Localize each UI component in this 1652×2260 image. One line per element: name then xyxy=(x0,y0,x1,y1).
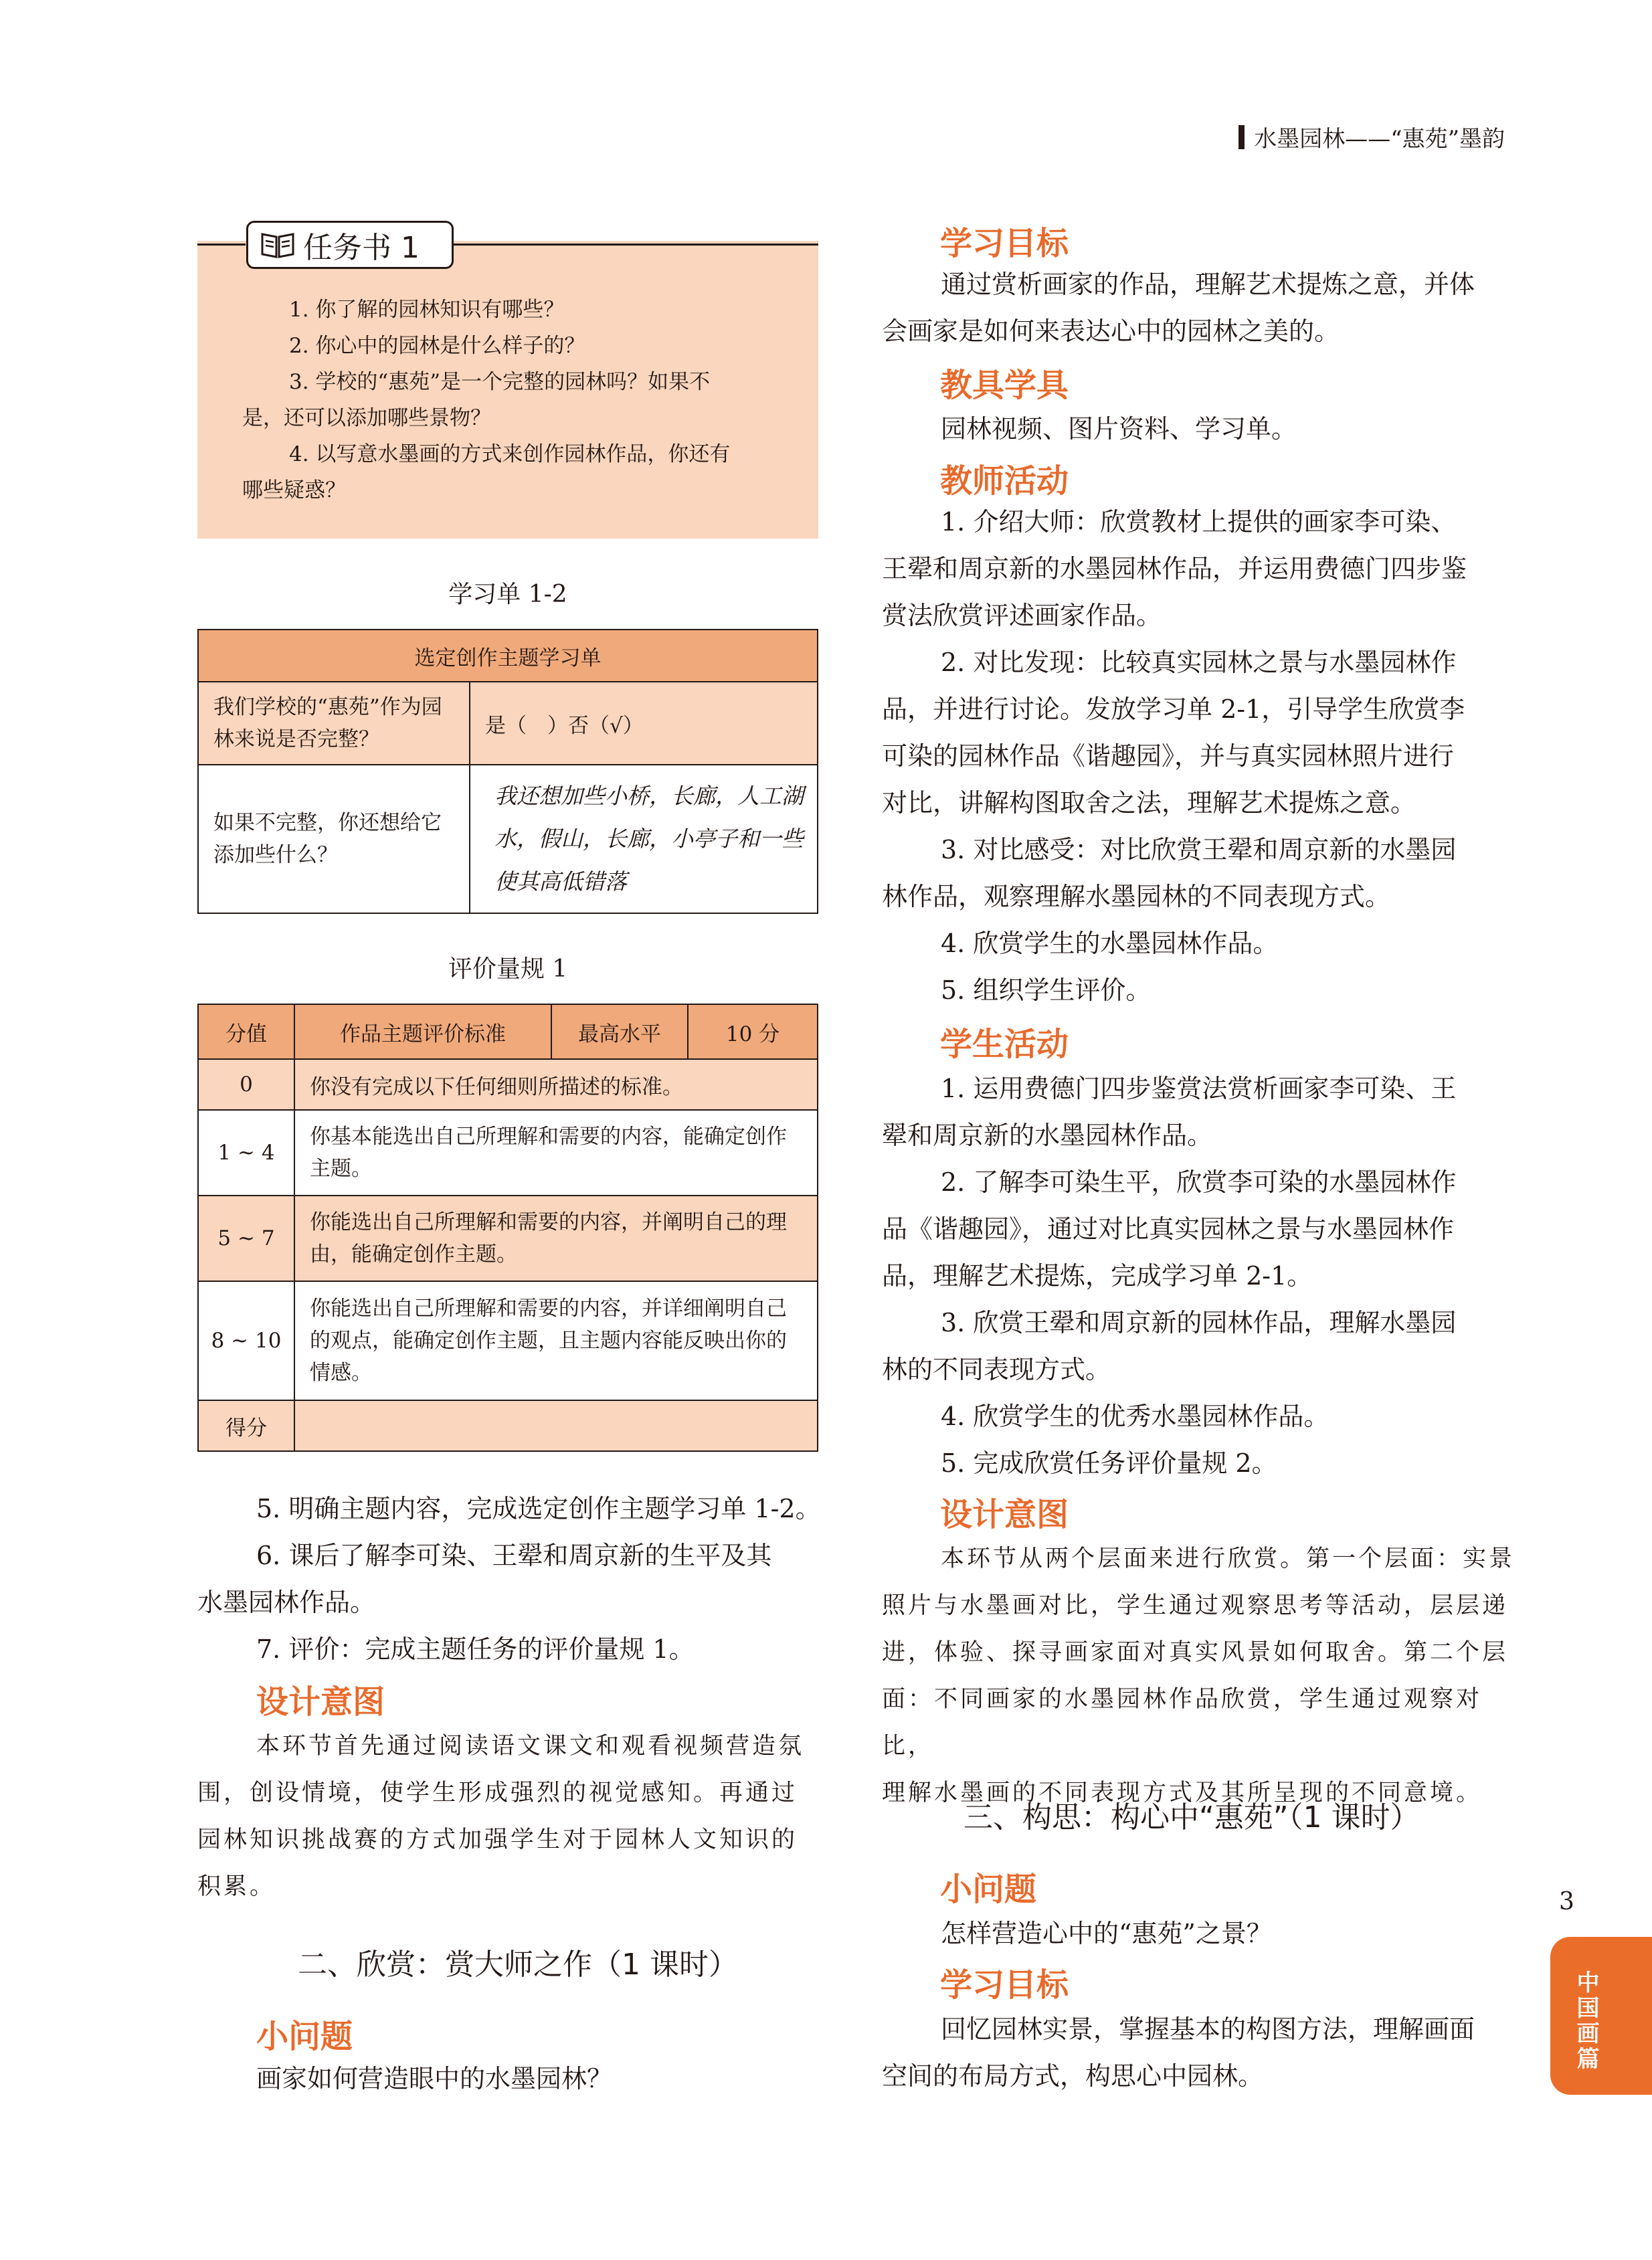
right-design-text xyxy=(882,1535,1518,1816)
student-line: 3. 欣赏王翚和周京新的园林作品，理解水墨园 xyxy=(941,1308,1457,1337)
task-item: 4. 以写意水墨画的方式来创作园林作品，你还有 xyxy=(289,442,731,466)
right-question: 怎样营造心中的“惠苑”之景？ xyxy=(941,1919,1272,1948)
worksheet-header: 选定创作主题学习单 xyxy=(198,630,818,682)
design-line: 进，体验、探寻画家面对真实风景如何取舍。第二个层 xyxy=(882,1639,1509,1666)
header-bar xyxy=(1238,125,1245,149)
rubric-score: 8 ~ 10 xyxy=(198,1281,294,1400)
design-line: 面：不同画家的水墨园林作品欣赏，学生通过观察对比， xyxy=(882,1686,1483,1760)
student-line: 翚和周京新的水墨园林作品。 xyxy=(882,1121,1213,1150)
rubric-header-score: 分值 xyxy=(198,1004,294,1059)
goal-line: 会画家是如何来表达心中的园林之美的。 xyxy=(882,316,1340,346)
worksheet-table xyxy=(197,629,818,914)
worksheet-q2: 如果不完整，你还想给它添加些什么？ xyxy=(198,765,470,913)
taskbook-title xyxy=(246,221,454,269)
rubric-score: 1 ~ 4 xyxy=(198,1110,294,1196)
design-line: 本环节从两个层面来进行欣赏。第一个层面：实景 xyxy=(941,1545,1516,1572)
rubric-footer-value xyxy=(294,1400,818,1451)
student-text xyxy=(882,1065,1518,1487)
tools-text: 园林视频、图片资料、学习单。 xyxy=(941,414,1297,444)
handwriting-line: 我还想加些小桥，长廊，人工湖 xyxy=(494,783,804,809)
teacher-text xyxy=(882,498,1518,1014)
teacher-line: 林作品，观察理解水墨园林的不同表现方式。 xyxy=(882,882,1391,911)
task-item: 2. 你心中的园林是什么样子的？ xyxy=(289,334,585,358)
teacher-line: 赏法欣赏评述画家作品。 xyxy=(882,601,1162,630)
teacher-line: 1. 介绍大师：欣赏教材上提供的画家李可染、 xyxy=(941,507,1457,537)
step-line: 水墨园林作品。 xyxy=(197,1588,376,1617)
student-line: 品《谐趣园》，通过对比真实园林之景与水墨园林作 xyxy=(882,1214,1455,1244)
teacher-line: 4. 欣赏学生的水墨园林作品。 xyxy=(941,929,1279,958)
rubric-header-points: 10 分 xyxy=(688,1004,818,1059)
teacher-line: 对比，讲解构图取舍之法，理解艺术提炼之意。 xyxy=(882,788,1416,818)
task-item: 1. 你了解的园林知识有哪些？ xyxy=(289,298,565,322)
design-line: 围，创设情境，使学生形成强烈的视觉感知。再通过 xyxy=(197,1780,798,1806)
design-line: 理解水墨画的不同表现方式及其所呈现的不同意境。 xyxy=(882,1780,1483,1806)
taskbook-list xyxy=(242,292,791,508)
left-question-heading: 小问题 xyxy=(256,2018,353,2055)
rubric-table xyxy=(197,1004,818,1452)
running-title: 水墨园林——“惠苑”墨韵 xyxy=(1254,126,1505,153)
teacher-line: 王翚和周京新的水墨园林作品，并运用费德门四步鉴 xyxy=(882,554,1467,583)
goal-text xyxy=(882,261,1518,355)
worksheet-a2-handwriting xyxy=(470,765,818,913)
rubric-desc: 你能选出自己所理解和需要的内容，并详细阐明自己的观点，能确定创作主题，且主题内容能反映出你的情感。 xyxy=(294,1281,818,1400)
teacher-heading: 教师活动 xyxy=(940,462,1069,500)
step-line: 6. 课后了解李可染、王翚和周京新的生平及其 xyxy=(256,1541,772,1570)
student-heading: 学生活动 xyxy=(940,1026,1069,1063)
goal2-text xyxy=(882,2006,1518,2099)
rubric-header-criteria: 作品主题评价标准 xyxy=(294,1004,551,1059)
chapter-2-heading: 二、欣赏：赏大师之作（1 课时） xyxy=(298,1948,738,1982)
design-line: 照片与水墨画对比，学生通过观察思考等活动，层层递 xyxy=(882,1592,1509,1619)
goal2-line: 回忆园林实景，掌握基本的构图方法，理解画面 xyxy=(941,2014,1475,2044)
rubric-desc: 你基本能选出自己所理解和需要的内容，能确定创作主题。 xyxy=(294,1110,818,1196)
goal2-heading: 学习目标 xyxy=(940,1966,1069,2004)
design-line: 园林知识挑战赛的方式加强学生对于园林人文知识的 xyxy=(197,1826,798,1853)
teacher-line: 可染的园林作品《谐趣园》，并与真实园林照片进行 xyxy=(882,741,1455,771)
goal-heading: 学习目标 xyxy=(940,225,1069,262)
design-line: 积累。 xyxy=(197,1873,276,1900)
student-line: 2. 了解李可染生平，欣赏李可染的水墨园林作 xyxy=(941,1167,1457,1197)
running-header xyxy=(1238,120,1505,153)
teacher-line: 2. 对比发现：比较真实园林之景与水墨园林作 xyxy=(941,648,1457,677)
left-design-heading: 设计意图 xyxy=(256,1683,385,1721)
student-line: 4. 欣赏学生的优秀水墨园林作品。 xyxy=(941,1402,1329,1431)
rubric-desc: 你能选出自己所理解和需要的内容，并阐明自己的理由，能确定创作主题。 xyxy=(294,1196,818,1281)
teacher-line: 5. 组织学生评价。 xyxy=(941,975,1152,1005)
task-item: 哪些疑惑？ xyxy=(242,478,346,502)
left-design-text xyxy=(197,1723,826,1910)
student-line: 品，理解艺术提炼，完成学习单 2-1。 xyxy=(882,1261,1313,1291)
task-item: 3. 学校的“惠苑”是一个完整的园林吗？如果不 xyxy=(289,370,711,394)
rubric-header-max: 最高水平 xyxy=(551,1004,688,1059)
worksheet-q1: 我们学校的“惠苑”作为园林来说是否完整？ xyxy=(198,682,470,765)
right-question-heading: 小问题 xyxy=(940,1871,1037,1908)
chapter-3-heading: 三、构思：构心中“惠苑”（1 课时） xyxy=(963,1800,1420,1834)
handwriting-line: 使其高低错落 xyxy=(494,868,627,894)
handwriting-line: 水，假山，长廊，小亭子和一些 xyxy=(494,826,804,852)
step-line: 5. 明确主题内容，完成选定创作主题学习单 1-2。 xyxy=(256,1494,821,1523)
rubric-footer: 得分 xyxy=(198,1400,294,1451)
worksheet-a1: 是（ ）否（√） xyxy=(470,682,818,765)
rubric-score: 5 ~ 7 xyxy=(198,1196,294,1281)
rubric-score: 0 xyxy=(198,1059,294,1110)
student-line: 1. 运用费德门四步鉴赏法赏析画家李可染、王 xyxy=(941,1074,1457,1103)
teacher-line: 品，并进行讨论。发放学习单 2-1，引导学生欣赏李 xyxy=(882,694,1465,724)
left-steps xyxy=(197,1485,826,1673)
right-design-heading: 设计意图 xyxy=(940,1496,1069,1533)
teacher-line: 3. 对比感受：对比欣赏王翚和周京新的水墨园 xyxy=(941,835,1457,864)
worksheet-caption: 学习单 1-2 xyxy=(448,581,567,608)
design-line: 本环节首先通过阅读语文课文和观看视频营造氛 xyxy=(256,1733,805,1760)
taskbook-title-text: 任务书 1 xyxy=(303,231,420,265)
taskbook-rule-left xyxy=(197,244,246,246)
task-item: 是，还可以添加哪些景物？ xyxy=(242,406,491,430)
student-line: 5. 完成欣赏任务评价量规 2。 xyxy=(941,1448,1277,1478)
side-tab-label: 中国画篇 xyxy=(1572,1970,1599,2072)
goal-line: 通过赏析画家的作品，理解艺术提炼之意，并体 xyxy=(941,270,1475,299)
taskbook-rule-right xyxy=(454,244,818,246)
student-line: 林的不同表现方式。 xyxy=(882,1355,1111,1384)
step-line: 7. 评价：完成主题任务的评价量规 1。 xyxy=(256,1634,695,1664)
left-question: 画家如何营造眼中的水墨园林？ xyxy=(256,2064,613,2093)
rubric-desc: 你没有完成以下任何细则所描述的标准。 xyxy=(294,1059,818,1110)
page-number: 3 xyxy=(1559,1888,1574,1915)
tools-heading: 教具学具 xyxy=(940,367,1069,404)
rubric-caption: 评价量规 1 xyxy=(448,955,568,983)
goal2-line: 空间的布局方式，构思心中园林。 xyxy=(882,2061,1264,2091)
book-icon xyxy=(260,230,295,260)
